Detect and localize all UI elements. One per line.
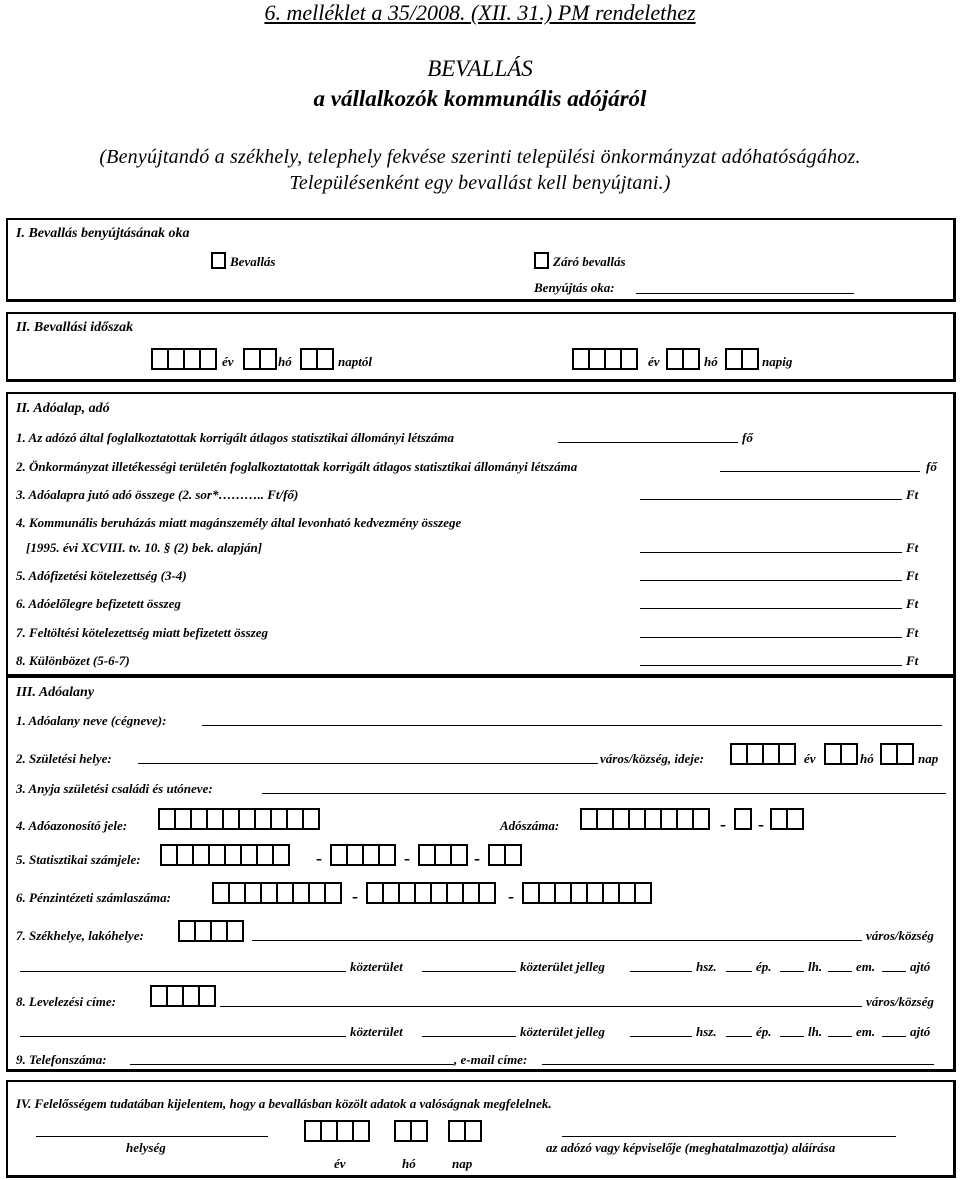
form-title: BEVALLÁS — [427, 56, 533, 81]
line2-label: 2. Önkormányzat illetékességi területén foglalkoztatottak korrigált átlagos statisztikai állományi létszáma — [16, 459, 578, 474]
line4-input[interactable] — [640, 552, 902, 553]
bank-account-label: 6. Pénzintézeti számlaszáma: — [16, 890, 171, 905]
name-label: 1. Adóalany neve (cégneve): — [16, 713, 167, 728]
annex-reference: 6. melléklet a 35/2008. (XII. 31.) PM rendelethez — [264, 0, 696, 25]
mail-ajto-label: ajtó — [910, 1024, 931, 1039]
email-label: , e-mail címe: — [454, 1052, 528, 1067]
seat-street-type-input[interactable] — [422, 971, 516, 972]
place-label: helység — [126, 1140, 166, 1155]
birthdate-label: város/község, ideje: — [600, 751, 704, 766]
section-tax-base — [6, 392, 956, 677]
bank-account-boxes-3[interactable] — [522, 882, 650, 904]
checkbox-bevallas-label: Bevallás — [230, 254, 276, 269]
sign-day-label: nap — [452, 1156, 473, 1171]
mail-city-label: város/község — [866, 994, 934, 1009]
sign-year-boxes[interactable] — [304, 1120, 368, 1142]
mother-name-label: 3. Anyja születési családi és utóneve: — [16, 781, 213, 796]
line1-unit: fő — [742, 430, 753, 445]
birthplace-label: 2. Születési helye: — [16, 751, 112, 766]
line5-input[interactable] — [640, 580, 902, 581]
seat-floor-input[interactable] — [828, 971, 852, 972]
seat-street-label: közterület — [350, 959, 403, 974]
seat-postcode-boxes[interactable] — [178, 920, 242, 942]
signature-label: az adózó vagy képviselője (meghatalmazottja) aláírása — [546, 1140, 836, 1155]
line4-label: 4. Kommunális beruházás miatt magánszemély által levonható kedvezmény összege — [16, 515, 462, 530]
mail-street-label: közterület — [350, 1024, 403, 1039]
checkbox-zaro-bevallas[interactable] — [534, 252, 549, 269]
line3-unit: Ft — [906, 487, 919, 502]
birth-year-label: év — [804, 751, 816, 766]
period-from-day-boxes[interactable] — [300, 348, 332, 370]
sign-month-label: hó — [402, 1156, 416, 1171]
period-to-day-boxes[interactable] — [725, 348, 757, 370]
seat-staircase-input[interactable] — [780, 971, 804, 972]
tax-number-label: Adószáma: — [500, 818, 560, 833]
seat-building-input[interactable] — [726, 971, 752, 972]
period-to-month-label: hó — [704, 354, 718, 369]
mail-street-type-label: közterület jelleg — [520, 1024, 605, 1039]
mail-door-input[interactable] — [882, 1036, 906, 1037]
line7-label: 7. Feltöltési kötelezettség miatt befizetett összeg — [16, 625, 269, 640]
checkbox-zaro-label: Záró bevallás — [553, 254, 626, 269]
line7-unit: Ft — [906, 625, 919, 640]
seat-house-number-input[interactable] — [630, 971, 692, 972]
mail-hsz-label: hsz. — [696, 1024, 717, 1039]
sign-month-boxes[interactable] — [394, 1120, 426, 1142]
mail-city-input[interactable] — [220, 1006, 862, 1007]
name-input[interactable] — [202, 725, 942, 726]
mother-name-input[interactable] — [262, 793, 946, 794]
stat-code-boxes-1[interactable] — [160, 844, 288, 866]
line6-label: 6. Adóelőlegre befizetett összeg — [16, 596, 181, 611]
line8-label: 8. Különbözet (5-6-7) — [16, 653, 130, 668]
birth-month-label: hó — [860, 751, 874, 766]
checkbox-bevallas[interactable] — [211, 252, 226, 269]
sign-day-boxes[interactable] — [448, 1120, 480, 1142]
mail-street-input[interactable] — [20, 1036, 346, 1037]
reason-label: Benyújtás oka: — [534, 280, 615, 295]
mail-lh-label: lh. — [808, 1024, 823, 1039]
section-taxpayer: III. Adóalany 1. Adóalany neve (cégneve): 2. Születési helye: város/község, ideje: év hó nap 3. Anyja születési családi és utóneve: 4. Adóazonosító jele: Adószáma: - - 5. Statisztikai számjele: - - - 6. Pénzintézeti számlaszáma: - - 7. Székhelye, lakóhelye: város/község közterület közterület jelleg hsz. ép. lh. em. ajtó 8. Levelezési címe: város/község közterület közterület jelleg hsz. ép. lh. em. ajtó 9. Telefonszáma: , e-mail címe: — [6, 676, 956, 1072]
line4-legal-ref: [1995. évi XCVIII. tv. 10. § (2) bek. alapján] — [26, 540, 263, 555]
reason-input-line[interactable] — [636, 293, 854, 294]
line5-unit: Ft — [906, 568, 919, 583]
mail-staircase-input[interactable] — [780, 1036, 804, 1037]
mail-floor-input[interactable] — [828, 1036, 852, 1037]
period-to-year-boxes[interactable] — [572, 348, 636, 370]
seat-street-type-label: közterület jelleg — [520, 959, 605, 974]
email-input[interactable] — [542, 1064, 934, 1065]
seat-em-label: em. — [856, 959, 876, 974]
declaration-text: IV. Felelősségem tudatában kijelentem, hogy a bevallásban közölt adatok a valóságnak megfelelnek. — [16, 1096, 552, 1111]
section-declaration — [6, 1080, 956, 1178]
seat-city-input[interactable] — [252, 940, 862, 941]
mail-house-number-input[interactable] — [630, 1036, 692, 1037]
seat-street-input[interactable] — [20, 971, 346, 972]
signature-line[interactable] — [562, 1136, 896, 1137]
period-to-month-boxes[interactable] — [666, 348, 698, 370]
mail-ep-label: ép. — [756, 1024, 772, 1039]
phone-label: 9. Telefonszáma: — [16, 1052, 107, 1067]
seat-hsz-label: hsz. — [696, 959, 717, 974]
line3-label: 3. Adóalapra jutó adó összege (2. sor*……….. Ft/fő) — [16, 487, 299, 502]
period-from-month-label: hó — [278, 354, 292, 369]
line3-input[interactable] — [640, 499, 902, 500]
submission-note-line1: (Benyújtandó a székhely, telephely fekvése szerinti települési önkormányzat adóhatóságához. — [99, 146, 861, 168]
phone-input[interactable] — [130, 1064, 454, 1065]
period-to-label: napig — [762, 354, 793, 369]
birth-year-boxes[interactable] — [730, 743, 794, 765]
bank-account-boxes-1[interactable] — [212, 882, 340, 904]
tax-id-boxes[interactable] — [158, 808, 318, 830]
section-heading: II. Adóalap, adó — [16, 401, 110, 416]
seat-ajto-label: ajtó — [910, 959, 931, 974]
line2-input[interactable] — [720, 471, 920, 472]
seat-lh-label: lh. — [808, 959, 823, 974]
line8-unit: Ft — [906, 653, 919, 668]
line2-unit: fő — [926, 459, 937, 474]
form-subtitle: a vállalkozók kommunális adójáról — [313, 86, 647, 111]
line1-input[interactable] — [558, 442, 738, 443]
section-period — [6, 312, 956, 382]
line5-label: 5. Adófizetési kötelezettség (3-4) — [16, 568, 187, 583]
tax-number-region-boxes[interactable] — [770, 808, 802, 830]
seat-city-label: város/község — [866, 928, 934, 943]
period-from-year-boxes[interactable] — [151, 348, 215, 370]
section-submission-reason — [6, 218, 956, 302]
birth-day-boxes[interactable] — [880, 743, 912, 765]
period-to-year-label: év — [648, 354, 660, 369]
tax-number-code-box[interactable] — [734, 808, 750, 830]
stat-code-boxes-2[interactable] — [330, 844, 394, 866]
tax-id-label: 4. Adóazonosító jele: — [16, 818, 128, 833]
line8-input[interactable] — [640, 665, 902, 666]
seat-door-input[interactable] — [882, 971, 906, 972]
bank-account-boxes-2[interactable] — [366, 882, 494, 904]
stat-code-label: 5. Statisztikai számjele: — [16, 852, 141, 867]
place-input[interactable] — [36, 1136, 268, 1137]
line6-unit: Ft — [906, 596, 919, 611]
submission-note-line2: Településenként egy bevallást kell benyújtani.) — [289, 172, 671, 194]
mail-building-input[interactable] — [726, 1036, 752, 1037]
birth-month-boxes[interactable] — [824, 743, 856, 765]
line4-unit: Ft — [906, 540, 919, 555]
period-from-label: naptól — [338, 354, 372, 369]
mail-address-label: 8. Levelezési címe: — [16, 994, 116, 1009]
section-heading: I. Bevallás benyújtásának oka — [16, 226, 190, 241]
sign-year-label: év — [334, 1156, 346, 1171]
seat-ep-label: ép. — [756, 959, 772, 974]
mail-postcode-boxes[interactable] — [150, 985, 214, 1007]
birthplace-input[interactable] — [138, 763, 598, 764]
section-heading: III. Adóalany — [16, 685, 95, 700]
mail-em-label: em. — [856, 1024, 876, 1039]
stat-code-boxes-4[interactable] — [488, 844, 520, 866]
line1-label: 1. Az adózó által foglalkoztatottak korrigált átlagos statisztikai állományi létszáma — [16, 430, 454, 445]
period-from-month-boxes[interactable] — [243, 348, 275, 370]
line7-input[interactable] — [640, 637, 902, 638]
line6-input[interactable] — [640, 608, 902, 609]
birth-day-label: nap — [918, 751, 939, 766]
seat-label: 7. Székhelye, lakóhelye: — [16, 928, 144, 943]
section-heading: II. Bevallási időszak — [16, 320, 134, 335]
period-from-year-label: év — [222, 354, 234, 369]
stat-code-boxes-3[interactable] — [418, 844, 466, 866]
tax-number-boxes[interactable] — [580, 808, 708, 830]
mail-street-type-input[interactable] — [422, 1036, 516, 1037]
